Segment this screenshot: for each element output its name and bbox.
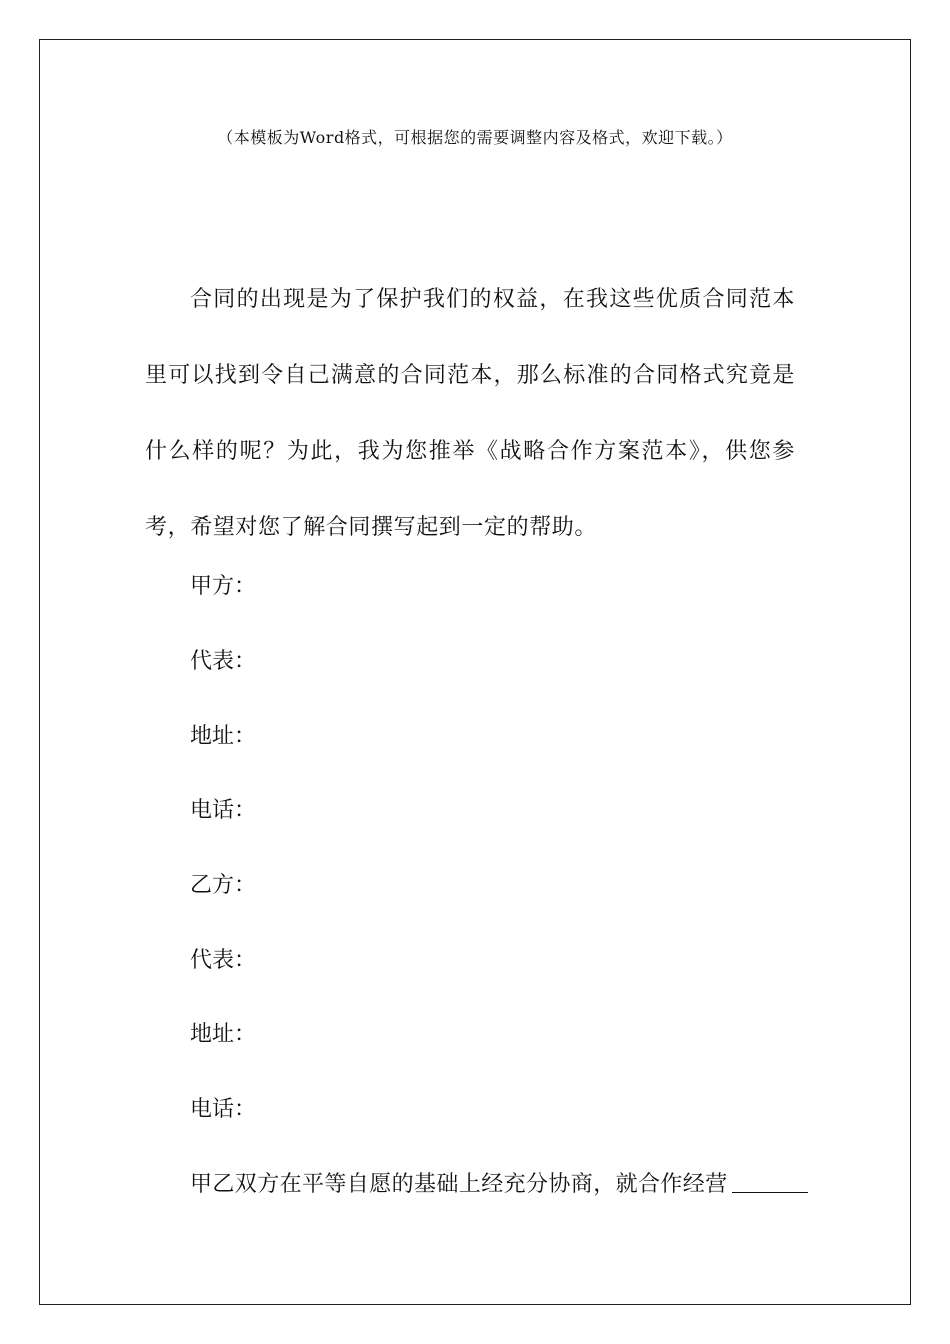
party-a-phone: 电话： [190, 798, 257, 823]
party-b-phone: 电话： [190, 1097, 257, 1122]
fill-in-blank [732, 1191, 808, 1193]
intro-paragraph: 合同的出现是为了保护我们的权益，在我这些优质合同范本里可以找到令自己满意的合同范本，那么标准的合同格式究竟是什么样的呢？为此，我为您推举《战略合作方案范本》，供您参考，希望对您了解合同撰写起到一定的帮助。 [145, 287, 795, 540]
party-a-address: 地址： [190, 724, 257, 749]
party-b-representative: 代表： [190, 948, 257, 973]
party-a-representative: 代表： [190, 649, 257, 674]
party-b-address: 地址： [190, 1022, 257, 1047]
party-b-label: 乙方： [190, 873, 257, 898]
closing-line [190, 1170, 808, 1200]
closing-line-text: 甲乙双方在平等自愿的基础上经充分协商，就合作经营 [190, 1172, 728, 1197]
party-a-label: 甲方： [190, 574, 257, 599]
template-format-note: （本模板为Word格式，可根据您的需要调整内容及格式，欢迎下载。） [217, 128, 733, 147]
page-frame [39, 39, 911, 1305]
